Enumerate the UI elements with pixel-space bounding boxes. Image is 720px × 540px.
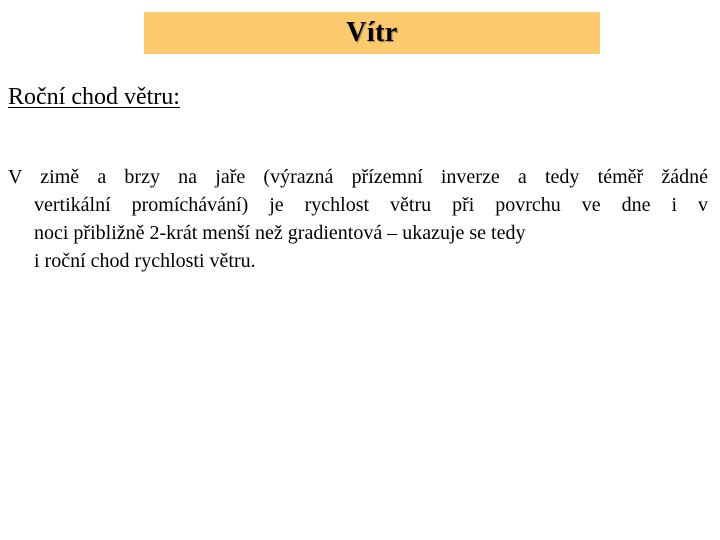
slide-title: Vítr: [346, 17, 398, 48]
section-heading: Roční chod větru:: [8, 84, 180, 110]
paragraph-line: V zimě a brzy na jaře (výrazná přízemní inverze a tedy téměř žádné: [8, 166, 708, 188]
paragraph-line: noci přibližně 2-krát menší než gradientová – ukazuje se tedy: [34, 222, 526, 244]
paragraph-line: i roční chod rychlosti větru.: [34, 250, 256, 272]
title-bar: [144, 12, 600, 54]
paragraph-line: vertikální promíchávání) je rychlost větru při povrchu ve dne i v: [34, 194, 708, 216]
paragraph: [8, 163, 708, 275]
